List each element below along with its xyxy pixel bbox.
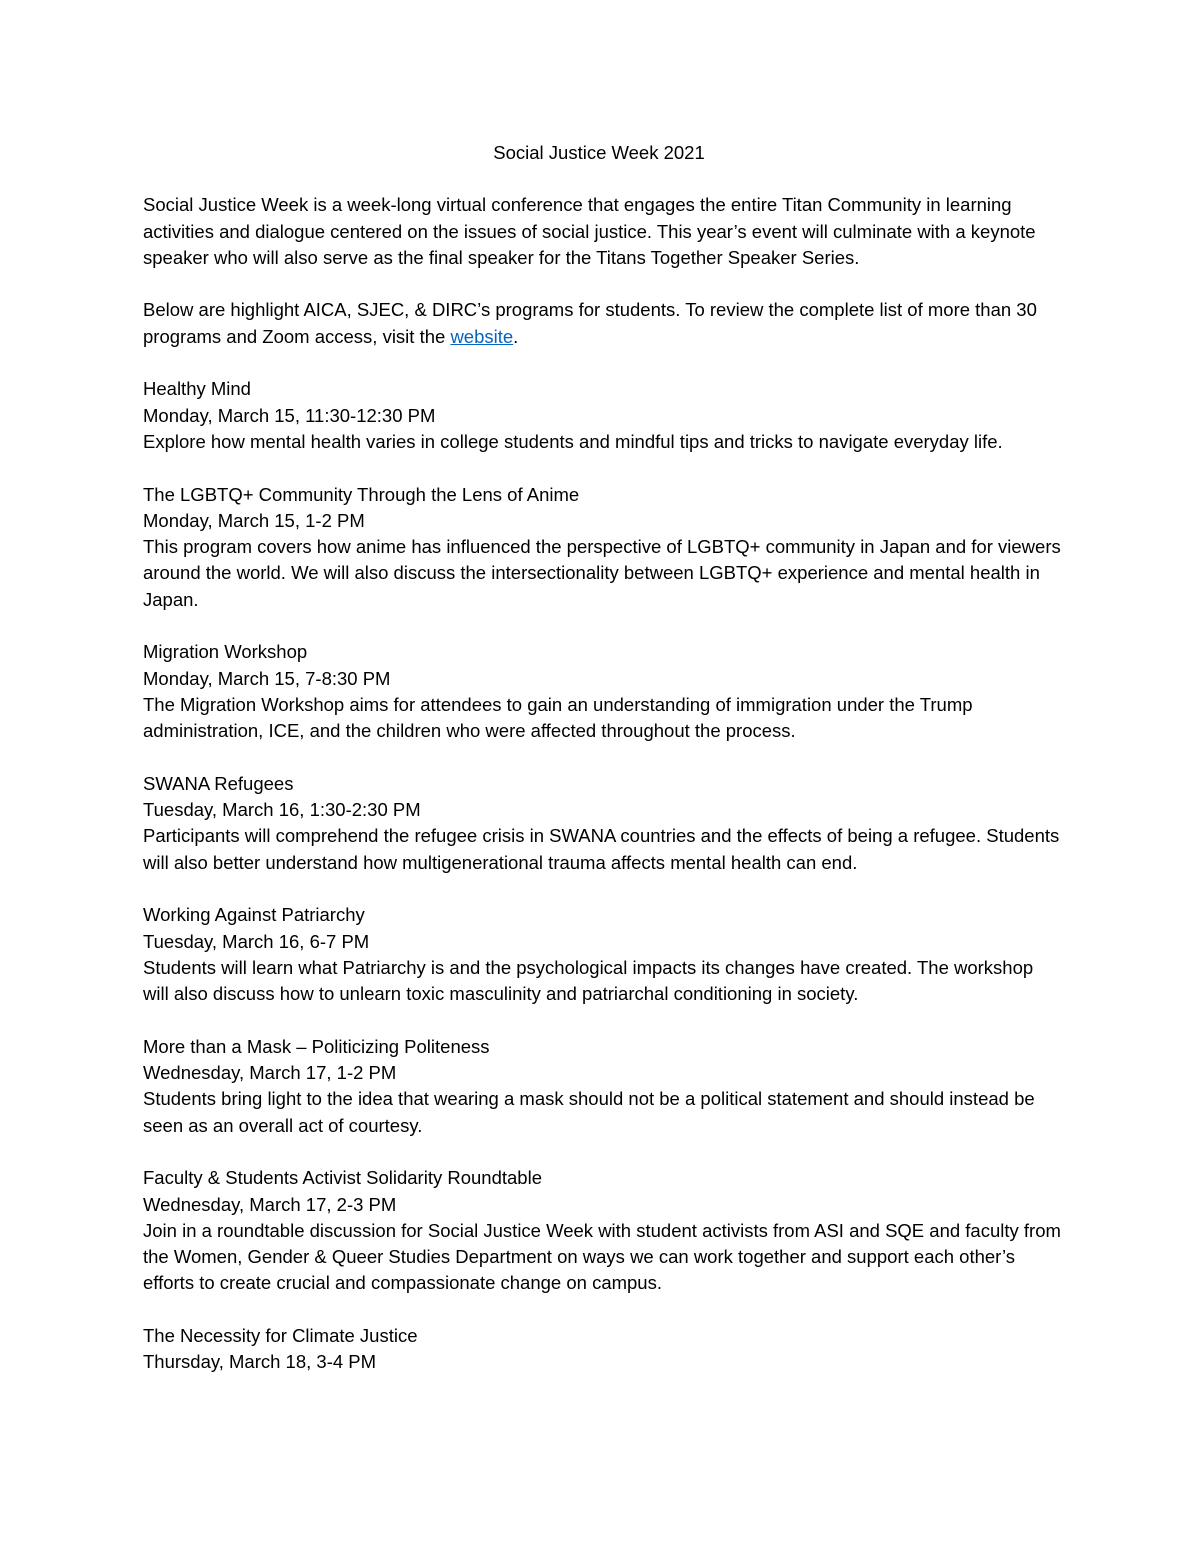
event-datetime: Tuesday, March 16, 6-7 PM	[143, 930, 370, 952]
event-item	[143, 902, 1063, 1007]
event-item	[143, 1323, 1063, 1376]
event-datetime: Thursday, March 18, 3-4 PM	[143, 1351, 377, 1373]
event-datetime: Monday, March 15, 11:30-12:30 PM	[143, 404, 436, 426]
event-item	[143, 482, 1063, 613]
event-description: Explore how mental health varies in college students and mindful tips and tricks to navigate everyday life.	[143, 430, 1003, 452]
event-name: Migration Workshop	[143, 641, 308, 663]
event-description: Join in a roundtable discussion for Social Justice Week with student activists from ASI and SQE and faculty from the Women, Gender & Queer Studies Department on ways we can work together and support each other’s efforts to create crucial and compassionate change on campus.	[143, 1219, 1061, 1294]
event-name: Working Against Patriarchy	[143, 904, 365, 926]
event-name: More than a Mask – Politicizing Politeness	[143, 1035, 490, 1057]
event-name: Healthy Mind	[143, 378, 251, 400]
event-description: The Migration Workshop aims for attendees to gain an understanding of immigration under the Trump administration, ICE, and the children who were affected throughout the process.	[143, 693, 973, 742]
event-name: SWANA Refugees	[143, 772, 294, 794]
event-datetime: Wednesday, March 17, 1-2 PM	[143, 1062, 397, 1084]
event-name: The Necessity for Climate Justice	[143, 1325, 418, 1347]
event-datetime: Monday, March 15, 1-2 PM	[143, 509, 365, 531]
event-datetime: Monday, March 15, 7-8:30 PM	[143, 667, 391, 689]
event-name: The LGBTQ+ Community Through the Lens of Anime	[143, 483, 580, 505]
event-datetime: Tuesday, March 16, 1:30-2:30 PM	[143, 799, 421, 821]
highlights-text: Below are highlight AICA, SJEC, & DIRC’s programs for students. To review the complete list of more than 30 programs and Zoom access, visit the	[143, 299, 1037, 347]
event-description: Students will learn what Patriarchy is and the psychological impacts its changes have created. The workshop will also discuss how to unlearn toxic masculinity and patriarchal conditioning in society.	[143, 956, 1034, 1005]
event-item	[143, 771, 1063, 876]
highlights-period: .	[513, 325, 519, 347]
event-item	[143, 1165, 1063, 1296]
intro-paragraph: Social Justice Week is a week-long virtual conference that engages the entire Titan Community in learning activities and dialogue centered on the issues of social justice. This year’s event will culminate with a keynote speaker who will also serve as the final speaker for the Titans Together Speaker Series.	[143, 194, 1036, 268]
event-item	[143, 376, 1063, 455]
event-name: Faculty & Students Activist Solidarity Roundtable	[143, 1167, 542, 1189]
highlights-paragraph	[143, 297, 1063, 350]
document-page	[143, 140, 1063, 1402]
event-description: Participants will comprehend the refugee crisis in SWANA countries and the effects of being a refugee. Students will also better understand how multigenerational trauma affects mental health can end.	[143, 825, 1060, 873]
event-description: This program covers how anime has influenced the perspective of LGBTQ+ community in Japan and for viewers around the world. We will also discuss the intersectionality between LGBTQ+ experience and mental health in Japan.	[143, 536, 1061, 610]
document-title: Social Justice Week 2021	[493, 142, 705, 163]
event-item	[143, 1034, 1063, 1139]
event-description: Students bring light to the idea that wearing a mask should not be a political statement and should instead be seen as an overall act of courtesy.	[143, 1088, 1035, 1136]
event-datetime: Wednesday, March 17, 2-3 PM	[143, 1193, 397, 1215]
website-link[interactable]: website	[450, 325, 514, 347]
event-item	[143, 639, 1063, 744]
